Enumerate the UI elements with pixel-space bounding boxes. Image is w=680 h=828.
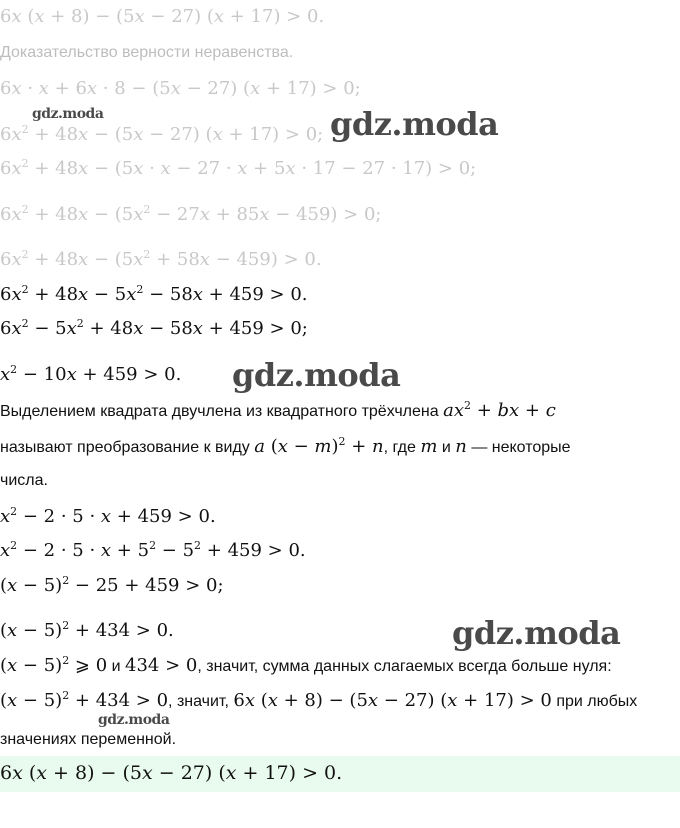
watermark-small-2: gdz.moda bbox=[98, 712, 170, 728]
watermark-big-1: gdz.moda bbox=[330, 105, 499, 143]
step-remove-parens: $6x^2 + 48x - 5x^2 - 58x + 459 > 0$. bbox=[0, 283, 308, 305]
step-expand-4: $6x^2 + 48x - (5x^2 - 27x + 85x - 459) > 0$; bbox=[0, 203, 382, 225]
step-add-subtract: $x^2 - 2 \cdot 5 \cdot x + 5^2 - 5^2 + 459 > 0$. bbox=[0, 539, 306, 561]
expression-original-faded: 6x (x + 8) − (5x − 27) (x + 17) > 0. bbox=[0, 6, 325, 27]
step-expand-5: $6x^2 + 48x - (5x^2 + 58x - 459) > 0$. bbox=[0, 248, 322, 270]
theory-line-2: называют преобразование к виду a $(x - m)^2 + n$, где m и n — некоторые bbox=[0, 435, 571, 457]
step-expand-1: 6x · x + 6x · 8 − (5x − 27) (x + 17) > 0; bbox=[0, 78, 361, 99]
step-rewrite-2ab: $x^2 - 2 \cdot 5 \cdot x + 459 > 0$. bbox=[0, 505, 216, 527]
conclusion-line-3: значениях переменной. bbox=[0, 731, 177, 748]
step-square-form: $(x - 5)^2 - 25 + 459 > 0$; bbox=[0, 574, 224, 596]
answer-expression: 6x (x + 8) − (5x − 27) (x + 17) > 0. bbox=[0, 762, 343, 784]
step-group-terms: $6x^2 - 5x^2 + 48x - 58x + 459 > 0$; bbox=[0, 317, 308, 339]
step-simplified: $x^2 - 10x + 459 > 0$. bbox=[0, 363, 182, 385]
step-expand-3: $6x^2 + 48x - (5x \cdot x - 27 \cdot x + 5x \cdot 17 - 27 \cdot 17) > 0$; bbox=[0, 157, 477, 179]
watermark-big-2: gdz.moda bbox=[232, 356, 401, 394]
conclusion-line-1: $(x - 5)^2$ ⩾ 0 и 434 > 0, значит, сумма данных слагаемых всегда больше нуля: bbox=[0, 654, 612, 676]
conclusion-line-2: $(x - 5)^2 + 434 > 0$, значит, 6x (x + 8) − (5x − 27) (x + 17) > 0 при любых bbox=[0, 689, 638, 711]
step-expand-2: $6x^2 + 48x - (5x - 27) (x + 17) > 0$; bbox=[0, 123, 324, 145]
answer-box bbox=[0, 756, 680, 792]
watermark-big-3: gdz.moda bbox=[452, 614, 621, 652]
theory-line-3: числа. bbox=[0, 472, 48, 489]
theory-line-1: Выделением квадрата двучлена из квадратного трёхчлена $ax^2$ + bx + c bbox=[0, 399, 556, 421]
watermark-small-1: gdz.moda bbox=[32, 106, 104, 122]
proof-heading: Доказательство верности неравенства. bbox=[0, 44, 294, 61]
step-final-form: $(x - 5)^2 + 434 > 0$. bbox=[0, 619, 174, 641]
